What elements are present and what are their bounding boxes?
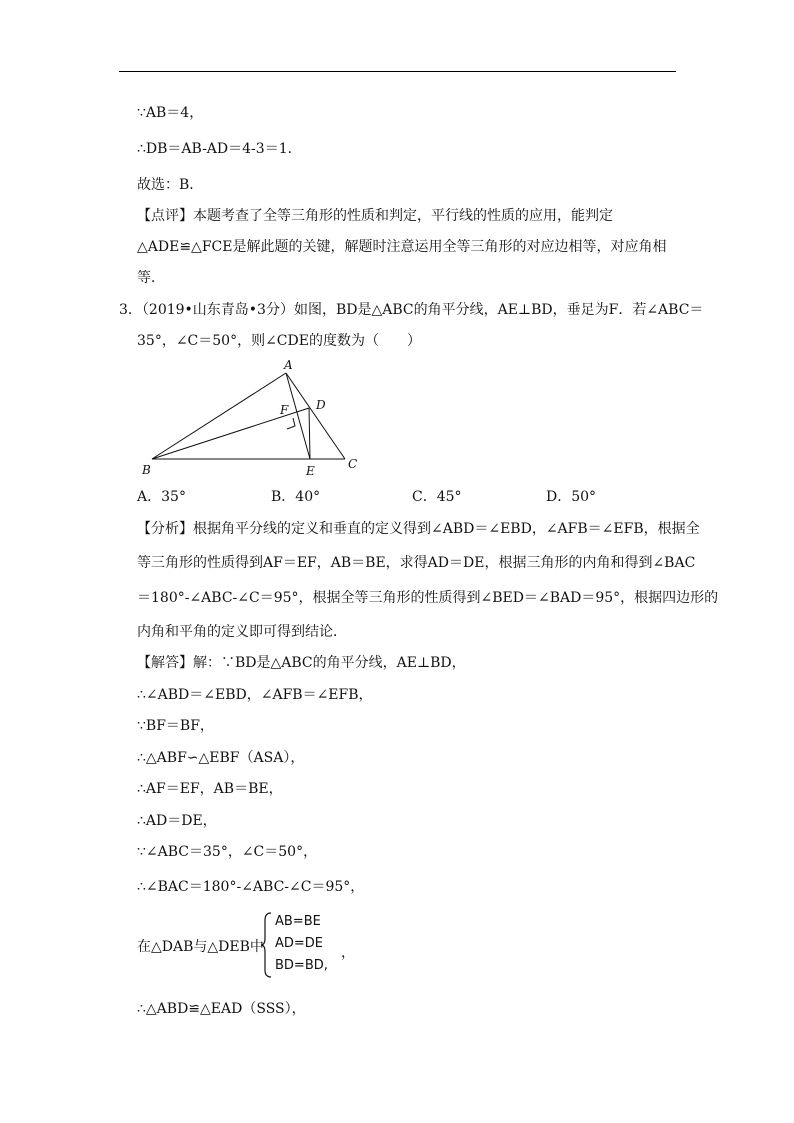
triangle-figure (134, 358, 364, 482)
system-row-3: BD=BD, (275, 958, 328, 973)
system-row-2: AD=DE (275, 936, 324, 951)
option-c: C．45° (412, 489, 462, 505)
analysis-line-1: 【分析】根据角平分线的定义和垂直的定义得到∠ABD＝∠EBD，∠AFB＝∠EFB，根据全 (137, 521, 700, 537)
analysis-line-4: 内角和平角的定义即可得到结论． (137, 624, 347, 640)
text-line-given-ab: ∵AB＝4， (137, 105, 204, 121)
question-3-line-1: 3．（2019•山东青岛•3分）如图，BD是△ABC的角平分线，AE⊥BD，垂足为F．若∠ABC＝ (119, 302, 704, 318)
comment-line-3: 等． (137, 270, 165, 286)
solution-line-9: ∴△ABD≌△EAD（SSS）， (137, 1001, 306, 1017)
system-lead-text: 在△DAB与△DEB中 (137, 939, 264, 955)
solution-line-1: 【解答】解：∵BD是△ABC的角平分线，AE⊥BD， (137, 655, 466, 671)
segment-ab (152, 373, 286, 459)
label-d: D (316, 398, 326, 412)
system-row-1: AB=BE (275, 914, 321, 929)
system-tail: ， (341, 945, 355, 961)
header-rule (119, 71, 676, 72)
segment-ac (286, 373, 345, 459)
label-f: F (280, 403, 289, 417)
solution-line-4: ∴△ABF∽△EBF（ASA）， (137, 750, 305, 766)
option-a: A．35° (137, 489, 186, 505)
option-d: D．50° (546, 489, 597, 505)
segment-de (309, 408, 310, 459)
solution-line-5: ∴AF＝EF，AB＝BE， (137, 781, 283, 797)
solution-line-3: ∵BF＝BF， (137, 718, 214, 734)
label-a: A (284, 358, 293, 372)
solution-line-2: ∴∠ABD＝∠EBD，∠AFB＝∠EFB， (137, 687, 373, 703)
comment-line-1: 【点评】本题考查了全等三角形的性质和判定，平行线的性质的应用，能判定 (137, 208, 613, 224)
solution-line-8: ∴∠BAC＝180°-∠ABC-∠C＝95°， (137, 879, 365, 895)
question-3-line-2: 35°，∠C＝50°，则∠CDE的度数为（ ） (137, 333, 421, 349)
analysis-line-3: ＝180°-∠ABC-∠C＝95°，根据全等三角形的性质得到∠BED＝∠BAD＝95°，根据四边形的 (137, 590, 719, 606)
left-brace-icon (261, 912, 273, 978)
equation-system (137, 912, 397, 978)
option-b: B．40° (271, 489, 321, 505)
solution-line-6: ∴AD＝DE， (137, 813, 217, 829)
label-e: E (306, 464, 315, 478)
label-b: B (142, 463, 151, 477)
right-angle-mark (287, 418, 295, 429)
analysis-line-2: 等三角形的性质得到AF＝EF，AB＝BE，求得AD＝DE，根据三角形的内角和得到∠BAC (137, 555, 696, 571)
solution-line-7: ∵∠ABC＝35°，∠C＝50°， (137, 844, 318, 860)
text-line-answer-choice: 故选：B． (137, 177, 204, 193)
comment-line-2: △ADE≌△FCE是解此题的关键，解题时注意运用全等三角形的对应边相等，对应角相 (137, 239, 667, 255)
text-line-db-calc: ∴DB＝AB-AD＝4-3＝1． (137, 141, 302, 157)
segment-ae (286, 373, 310, 459)
label-c: C (348, 457, 358, 471)
